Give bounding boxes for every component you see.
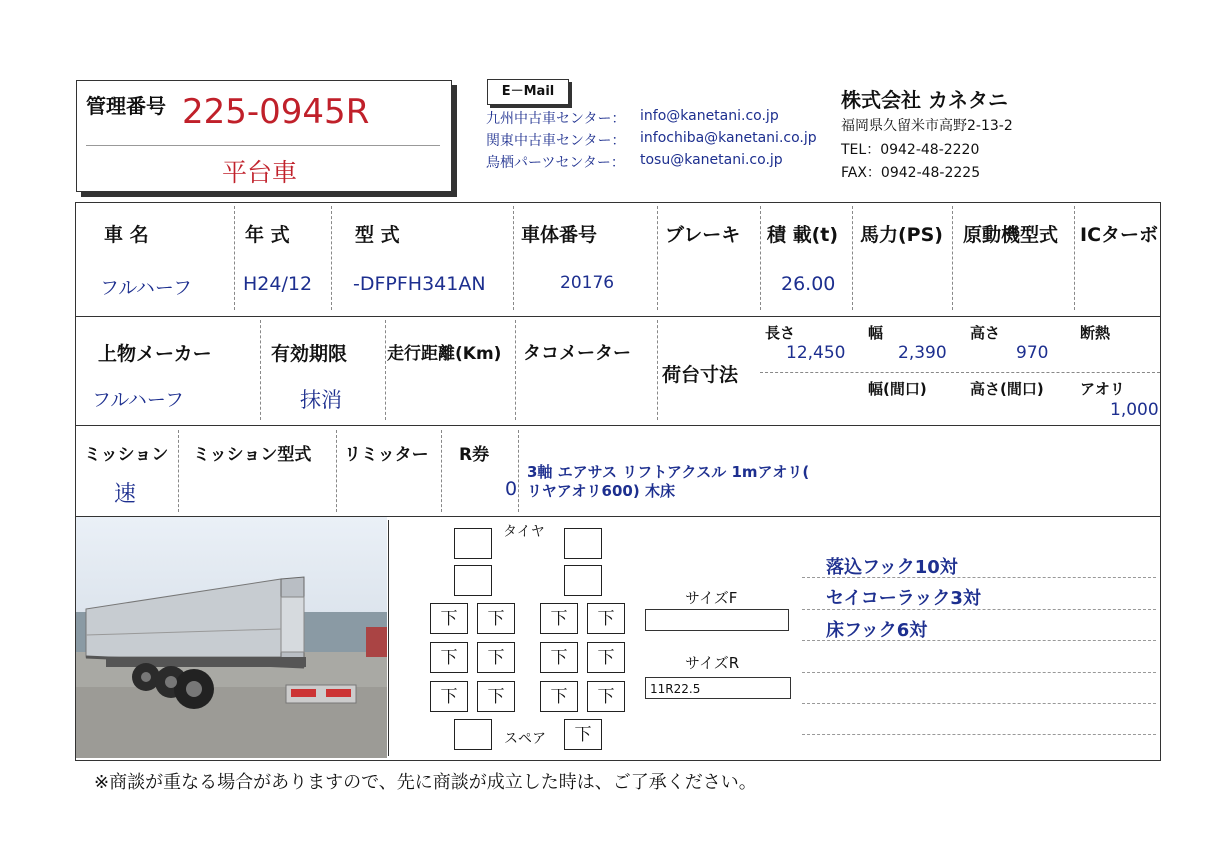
tire-box-empty	[454, 565, 492, 596]
header-mission: ミッション	[84, 445, 169, 465]
tire-box-empty	[454, 528, 492, 559]
header-chassis: 車体番号	[521, 224, 598, 246]
header-name: 車 名	[104, 224, 149, 246]
value-load: 26.00	[781, 273, 836, 295]
bed-length-label: 長さ	[765, 324, 796, 342]
tire-box: 下	[430, 681, 468, 712]
value-maker: フルハーフ	[92, 389, 184, 411]
header-r-ken: R券	[459, 445, 490, 465]
col-div	[657, 320, 658, 420]
tire-box-empty	[564, 565, 602, 596]
row1-divider	[75, 316, 1160, 317]
remarks-line-2: リヤアオリ600) 木床	[527, 482, 675, 500]
email-center-0: 九州中古車センター：	[486, 111, 626, 127]
remarks-line-1: 3軸 エアサス リフトアクスル 1mアオリ(	[527, 463, 810, 481]
value-mission: 速	[114, 482, 137, 507]
header-hp: 馬力(PS)	[860, 224, 943, 246]
note-line	[802, 577, 1156, 578]
tire-box: 下	[477, 681, 515, 712]
header-model: 型 式	[355, 224, 400, 246]
col-div	[515, 320, 516, 420]
header-expiry: 有効期限	[271, 343, 348, 365]
tire-box: 下	[540, 642, 578, 673]
header-limiter: リミッター	[344, 445, 429, 465]
tire-box: 下	[430, 642, 468, 673]
col-div	[441, 430, 442, 512]
bed-insulation-label: 断熱	[1080, 324, 1111, 342]
email-center-1: 関東中古車センター：	[486, 133, 626, 149]
bed-width: 2,390	[898, 343, 947, 363]
email-title-box: E－Mail	[487, 79, 569, 105]
kanri-label: 管理番号	[86, 94, 166, 118]
size-f-label: サイズF	[685, 589, 738, 607]
tire-box: 下	[540, 603, 578, 634]
header-engine: 原動機型式	[963, 224, 1059, 246]
value-chassis: 20176	[560, 273, 615, 293]
tire-box-empty	[564, 528, 602, 559]
col-div	[657, 206, 658, 310]
tire-box: 下	[587, 603, 625, 634]
col-div	[178, 430, 179, 512]
header-brake: ブレーキ	[665, 224, 741, 246]
email-address-2[interactable]: tosu@kanetani.co.jp	[640, 152, 783, 168]
header-mileage: 走行距離(Km)	[387, 344, 502, 364]
spare-box-empty	[454, 719, 492, 750]
kanri-divider	[86, 145, 440, 146]
photo-divider	[388, 520, 389, 756]
bed-divider	[760, 372, 1160, 373]
size-r-field: 11R22.5	[645, 677, 791, 699]
note-line	[802, 672, 1156, 673]
size-r-label: サイズR	[685, 654, 740, 672]
tire-box: 下	[477, 603, 515, 634]
col-div	[385, 320, 386, 420]
col-div	[760, 206, 761, 310]
header-maker: 上物メーカー	[98, 343, 212, 365]
bed-height-open-label: 高さ(間口)	[970, 380, 1044, 398]
trailer-photo-image	[76, 517, 387, 758]
note-line	[802, 609, 1156, 610]
spare-label: スペア	[504, 731, 546, 747]
company-address: 福岡県久留米市高野2-13-2	[841, 118, 1013, 134]
col-div	[234, 206, 235, 310]
note-1: セイコーラック3対	[826, 588, 981, 609]
email-address-0[interactable]: info@kanetani.co.jp	[640, 108, 779, 124]
company-fax: FAX：0942-48-2225	[841, 165, 981, 181]
value-year: H24/12	[243, 273, 313, 295]
tire-title: タイヤ	[503, 524, 545, 540]
value-model: -DFPFH341AN	[353, 273, 486, 295]
footer-note: ※商談が重なる場合がありますので、先に商談が成立した時は、ご了承ください。	[94, 772, 757, 793]
email-address-1[interactable]: infochiba@kanetani.co.jp	[640, 130, 817, 146]
tire-box: 下	[477, 642, 515, 673]
bed-length: 12,450	[786, 343, 846, 363]
value-r-ken: 0	[505, 478, 518, 500]
col-div	[518, 430, 519, 512]
tire-box: 下	[430, 603, 468, 634]
header-load: 積 載(t)	[767, 224, 839, 246]
col-div	[952, 206, 953, 310]
tire-box: 下	[587, 681, 625, 712]
note-line	[802, 703, 1156, 704]
note-2: 床フック6対	[826, 620, 928, 641]
vehicle-type: 平台車	[222, 158, 298, 187]
bed-aori: 1,000	[1110, 400, 1159, 420]
bed-height: 970	[1016, 343, 1049, 363]
header-mission-type: ミッション型式	[193, 445, 312, 465]
col-div	[1074, 206, 1075, 310]
company-name: 株式会社 カネタニ	[841, 88, 1008, 112]
col-div	[336, 430, 337, 512]
bed-height-label: 高さ	[970, 324, 1001, 342]
col-div	[513, 206, 514, 310]
email-center-2: 鳥栖パーツセンター：	[486, 155, 625, 171]
note-line	[802, 640, 1156, 641]
col-div	[852, 206, 853, 310]
tire-box: 下	[540, 681, 578, 712]
kanri-number: 225-0945R	[182, 92, 370, 132]
header-turbo: ICターボ	[1080, 224, 1159, 246]
note-line	[802, 734, 1156, 735]
vehicle-photo	[76, 517, 387, 758]
tire-box: 下	[587, 642, 625, 673]
size-f-field	[645, 609, 789, 631]
spare-box: 下	[564, 719, 602, 750]
bed-width-label: 幅	[868, 324, 884, 342]
bed-aori-label: アオリ	[1080, 380, 1125, 398]
bed-label: 荷台寸法	[662, 364, 739, 386]
col-div	[331, 206, 332, 310]
bed-width-open-label: 幅(間口)	[868, 380, 927, 398]
col-div	[260, 320, 261, 420]
value-expiry: 抹消	[300, 388, 342, 412]
row2-divider	[75, 425, 1160, 426]
header-tacho: タコメーター	[523, 343, 631, 364]
value-name: フルハーフ	[100, 277, 192, 299]
header-year: 年 式	[245, 224, 290, 246]
note-0: 落込フック10対	[826, 557, 958, 578]
company-tel: TEL：0942-48-2220	[841, 142, 980, 158]
